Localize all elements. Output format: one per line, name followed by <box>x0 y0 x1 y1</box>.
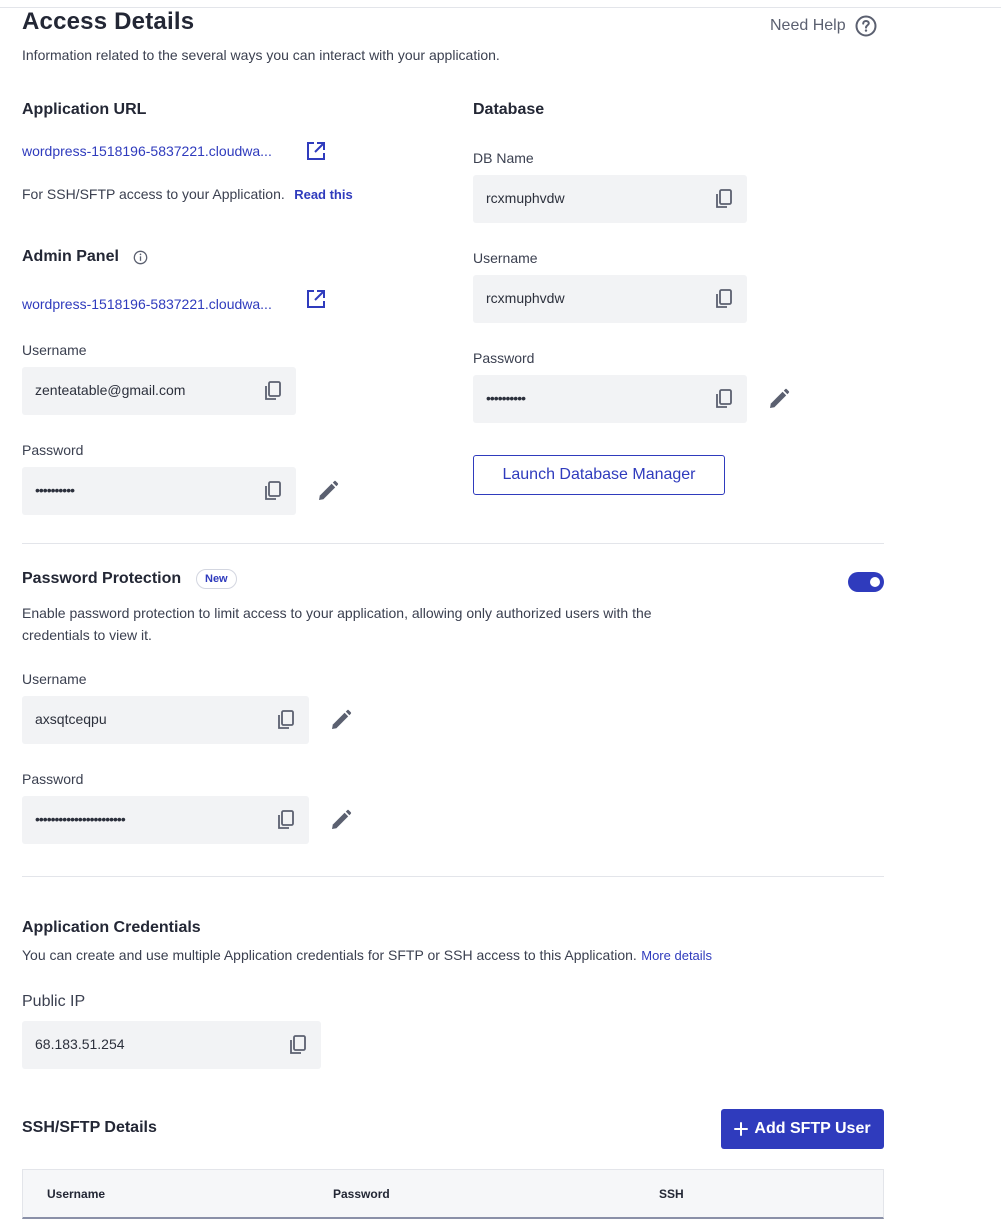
admin-password-label: Password <box>22 442 84 458</box>
launch-database-manager-button[interactable]: Launch Database Manager <box>473 455 725 495</box>
copy-icon[interactable] <box>275 708 297 732</box>
column-header-ssh[interactable]: SSH <box>659 1187 684 1201</box>
db-password-value: •••••••••• <box>486 390 526 406</box>
pp-username-field[interactable] <box>22 696 309 744</box>
db-username-value: rcxmuphvdw <box>486 290 565 306</box>
help-icon <box>855 15 877 37</box>
description-line: credentials to view it. <box>22 627 152 643</box>
db-name-field[interactable] <box>473 175 747 223</box>
admin-username-label: Username <box>22 342 87 358</box>
application-credentials-heading: Application Credentials <box>22 919 201 936</box>
page-title: Access Details <box>22 8 195 35</box>
copy-icon[interactable] <box>262 479 284 503</box>
copy-icon[interactable] <box>713 287 735 311</box>
ssh-access-note <box>22 186 353 204</box>
copy-icon[interactable] <box>287 1033 309 1057</box>
need-help-label: Need Help <box>770 17 846 34</box>
edit-pencil-icon[interactable] <box>329 808 353 832</box>
db-name-value: rcxmuphvdw <box>486 190 565 206</box>
db-username-field[interactable] <box>473 275 747 323</box>
password-protection-heading: Password Protection <box>22 570 182 587</box>
edit-pencil-icon[interactable] <box>329 708 353 732</box>
ssh-access-text: For SSH/SFTP access to your Application. <box>22 186 285 202</box>
db-password-field[interactable] <box>473 375 747 423</box>
copy-icon[interactable] <box>275 808 297 832</box>
copy-icon[interactable] <box>713 387 735 411</box>
page-subtitle: Information related to the several ways you can interact with your application. <box>22 47 500 63</box>
application-url-link[interactable]: wordpress-1518196-5837221.cloudwa... <box>22 143 272 159</box>
admin-password-value: •••••••••• <box>35 482 75 498</box>
add-sftp-user-button[interactable] <box>721 1109 884 1149</box>
database-heading: Database <box>473 101 545 118</box>
toggle-knob <box>870 577 880 587</box>
copy-icon[interactable] <box>262 379 284 403</box>
copy-icon[interactable] <box>713 187 735 211</box>
more-details-link[interactable]: More details <box>641 948 713 963</box>
add-sftp-user-label: Add SFTP User <box>754 1120 871 1137</box>
pp-password-label: Password <box>22 771 84 787</box>
section-divider <box>22 543 884 544</box>
external-link-icon[interactable] <box>305 140 327 162</box>
public-ip-field[interactable] <box>22 1021 321 1069</box>
external-link-icon[interactable] <box>305 288 327 310</box>
column-header-username[interactable]: Username <box>47 1187 106 1201</box>
sftp-table-header <box>22 1169 884 1219</box>
password-protection-toggle[interactable] <box>848 572 884 592</box>
db-username-label: Username <box>473 250 538 266</box>
password-protection-description <box>22 602 652 646</box>
sftp-details-heading: SSH/SFTP Details <box>22 1119 157 1136</box>
info-icon[interactable] <box>133 250 148 265</box>
application-credentials-description <box>22 947 712 965</box>
admin-username-value: zenteatable@gmail.com <box>35 382 186 398</box>
admin-panel-heading: Admin Panel <box>22 248 119 265</box>
section-divider <box>22 876 884 877</box>
need-help-link[interactable] <box>770 15 877 37</box>
new-badge: New <box>196 569 237 589</box>
pp-username-value: axsqtceqpu <box>35 711 107 727</box>
description-line: Enable password protection to limit access to your application, allowing only authorized users with the <box>22 605 652 621</box>
public-ip-label: Public IP <box>22 993 86 1010</box>
db-name-label: DB Name <box>473 150 534 166</box>
admin-password-field[interactable] <box>22 467 296 515</box>
credentials-description-text: You can create and use multiple Application credentials for SFTP or SSH access to this Application. <box>22 947 637 963</box>
read-this-link[interactable]: Read this <box>294 187 353 202</box>
application-url-heading: Application URL <box>22 101 147 118</box>
admin-username-field[interactable] <box>22 367 296 415</box>
edit-pencil-icon[interactable] <box>316 479 340 503</box>
pp-password-field[interactable] <box>22 796 309 844</box>
public-ip-value: 68.183.51.254 <box>35 1036 125 1052</box>
column-header-password[interactable]: Password <box>333 1187 390 1201</box>
admin-panel-url-link[interactable]: wordpress-1518196-5837221.cloudwa... <box>22 296 272 312</box>
pp-password-value: ••••••••••••••••••••••• <box>35 811 125 827</box>
edit-pencil-icon[interactable] <box>767 387 791 411</box>
pp-username-label: Username <box>22 671 87 687</box>
db-password-label: Password <box>473 350 535 366</box>
plus-icon <box>734 1122 748 1136</box>
